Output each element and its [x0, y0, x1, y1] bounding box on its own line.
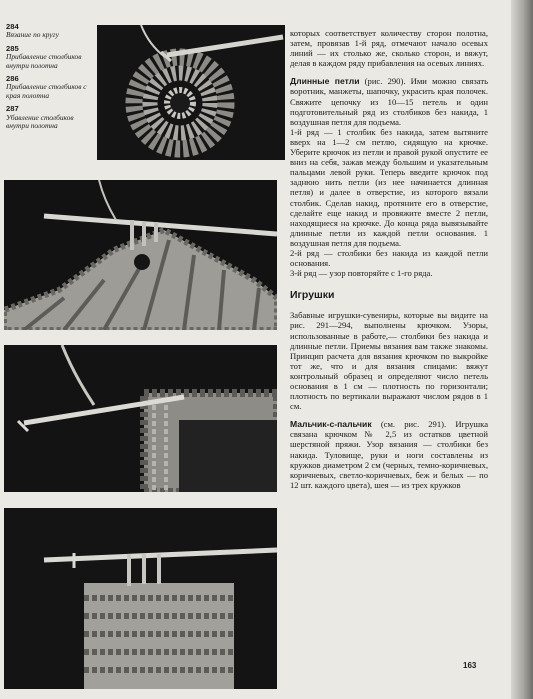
boy-text: (см. рис. 291). Игрушка связана крючком № 2,5 из остатков цветной шерстяной пряжи. Узор вязания — столбики без накида. Туловище, руки и ноги составлены из кружков диаметром 2 см (черных, темно-коричневых, коричневых, светло-коричневых, беж и белых — по 12 шт. каждого цвета), шея — из трех кружков [290, 419, 489, 490]
paragraph-boy [290, 419, 488, 490]
caption-284: 284 Вязание по кругу [6, 22, 59, 40]
photo-decrease-inside-fabric [4, 508, 277, 689]
caption-285: 285 Прибавление столбиков внутри полотна [6, 43, 82, 70]
spacer [290, 68, 488, 76]
main-text-column [290, 28, 488, 490]
caption-287: 287 Убавление столбиков внутри полотна [6, 104, 74, 131]
spacer [290, 411, 488, 419]
caption-286: 286 Прибавление столбиков с края полотна [6, 74, 87, 100]
paragraph-toys: Забавные игрушки-сувениры, которые вы видите на рис. 291—294, выполнены крючком. Узоры, использованные в работе,— столбики без накида и длинные петли. Приемы вязания вам также знакомы. Принцип расчета для вязания крючком по выкройке тот же, что и для вязания спицами: вяжут контрольный образец и определяют число петель основания в 1 см — плотность по горизонтали; плотность по вертикали выражают числом рядов в 1 см. [290, 310, 488, 412]
boy-title: Мальчик-с-пальчик [290, 419, 372, 430]
photo-crochet-in-round [97, 25, 285, 160]
paragraph-row-2: 2-й ряд — столбики без накида из каждой петли основания. [290, 247, 488, 269]
paragraph-row-3: 3-й ряд — узор повторяйте с 1-го ряда. [290, 268, 433, 279]
long-loops-title: Длинные петли [290, 76, 360, 87]
photo-increase-at-edge [4, 345, 277, 492]
long-loops-text: (рис. 290). Ими можно связать воротник, манжеты, шапочку, украсить края полочек. Свяжите цепочку из 10—15 петель и один подготовительный ряд из столбиков без накида, 1 воздушная петля для подъема. [290, 76, 488, 127]
photo-increase-inside-fabric [4, 180, 277, 330]
page-number: 163 [463, 661, 477, 670]
paragraph-row-1: 1-й ряд — 1 столбик без накида, затем вытяните вверх на 1—2 см петлю, сидящую на крючке. Уберите крючок из петли и правой рукой опустите ее вниз на себя, зажав между большим и указательным пальцами левой руки. Теперь введите крючок под заднюю нить петли (из нее начинается длинная петля) и далее в отверстие, из которого вязали столбик. Сделав накид, протяните его в отверстие, сделайте еще накид и провяжите вместе 2 петли, находящиеся на крючке. До конца ряда вывязывайте длинные петли из каждой петли основания. 1 воздушная петля для подъема. [290, 126, 488, 248]
section-heading-toys: Игрушки [290, 289, 335, 302]
figure-captions [6, 23, 98, 135]
paragraph-long-loops [290, 76, 488, 126]
book-spine-shadow [511, 0, 533, 699]
paragraph-intro: которых соответствует количеству сторон полотна, затем, провязав 1-й ряд, отмечают начало осевых линий — их столько же, сколько сторон, и вяжут, делая в каждом ряду прибавления на осевых линиях. [290, 28, 488, 69]
